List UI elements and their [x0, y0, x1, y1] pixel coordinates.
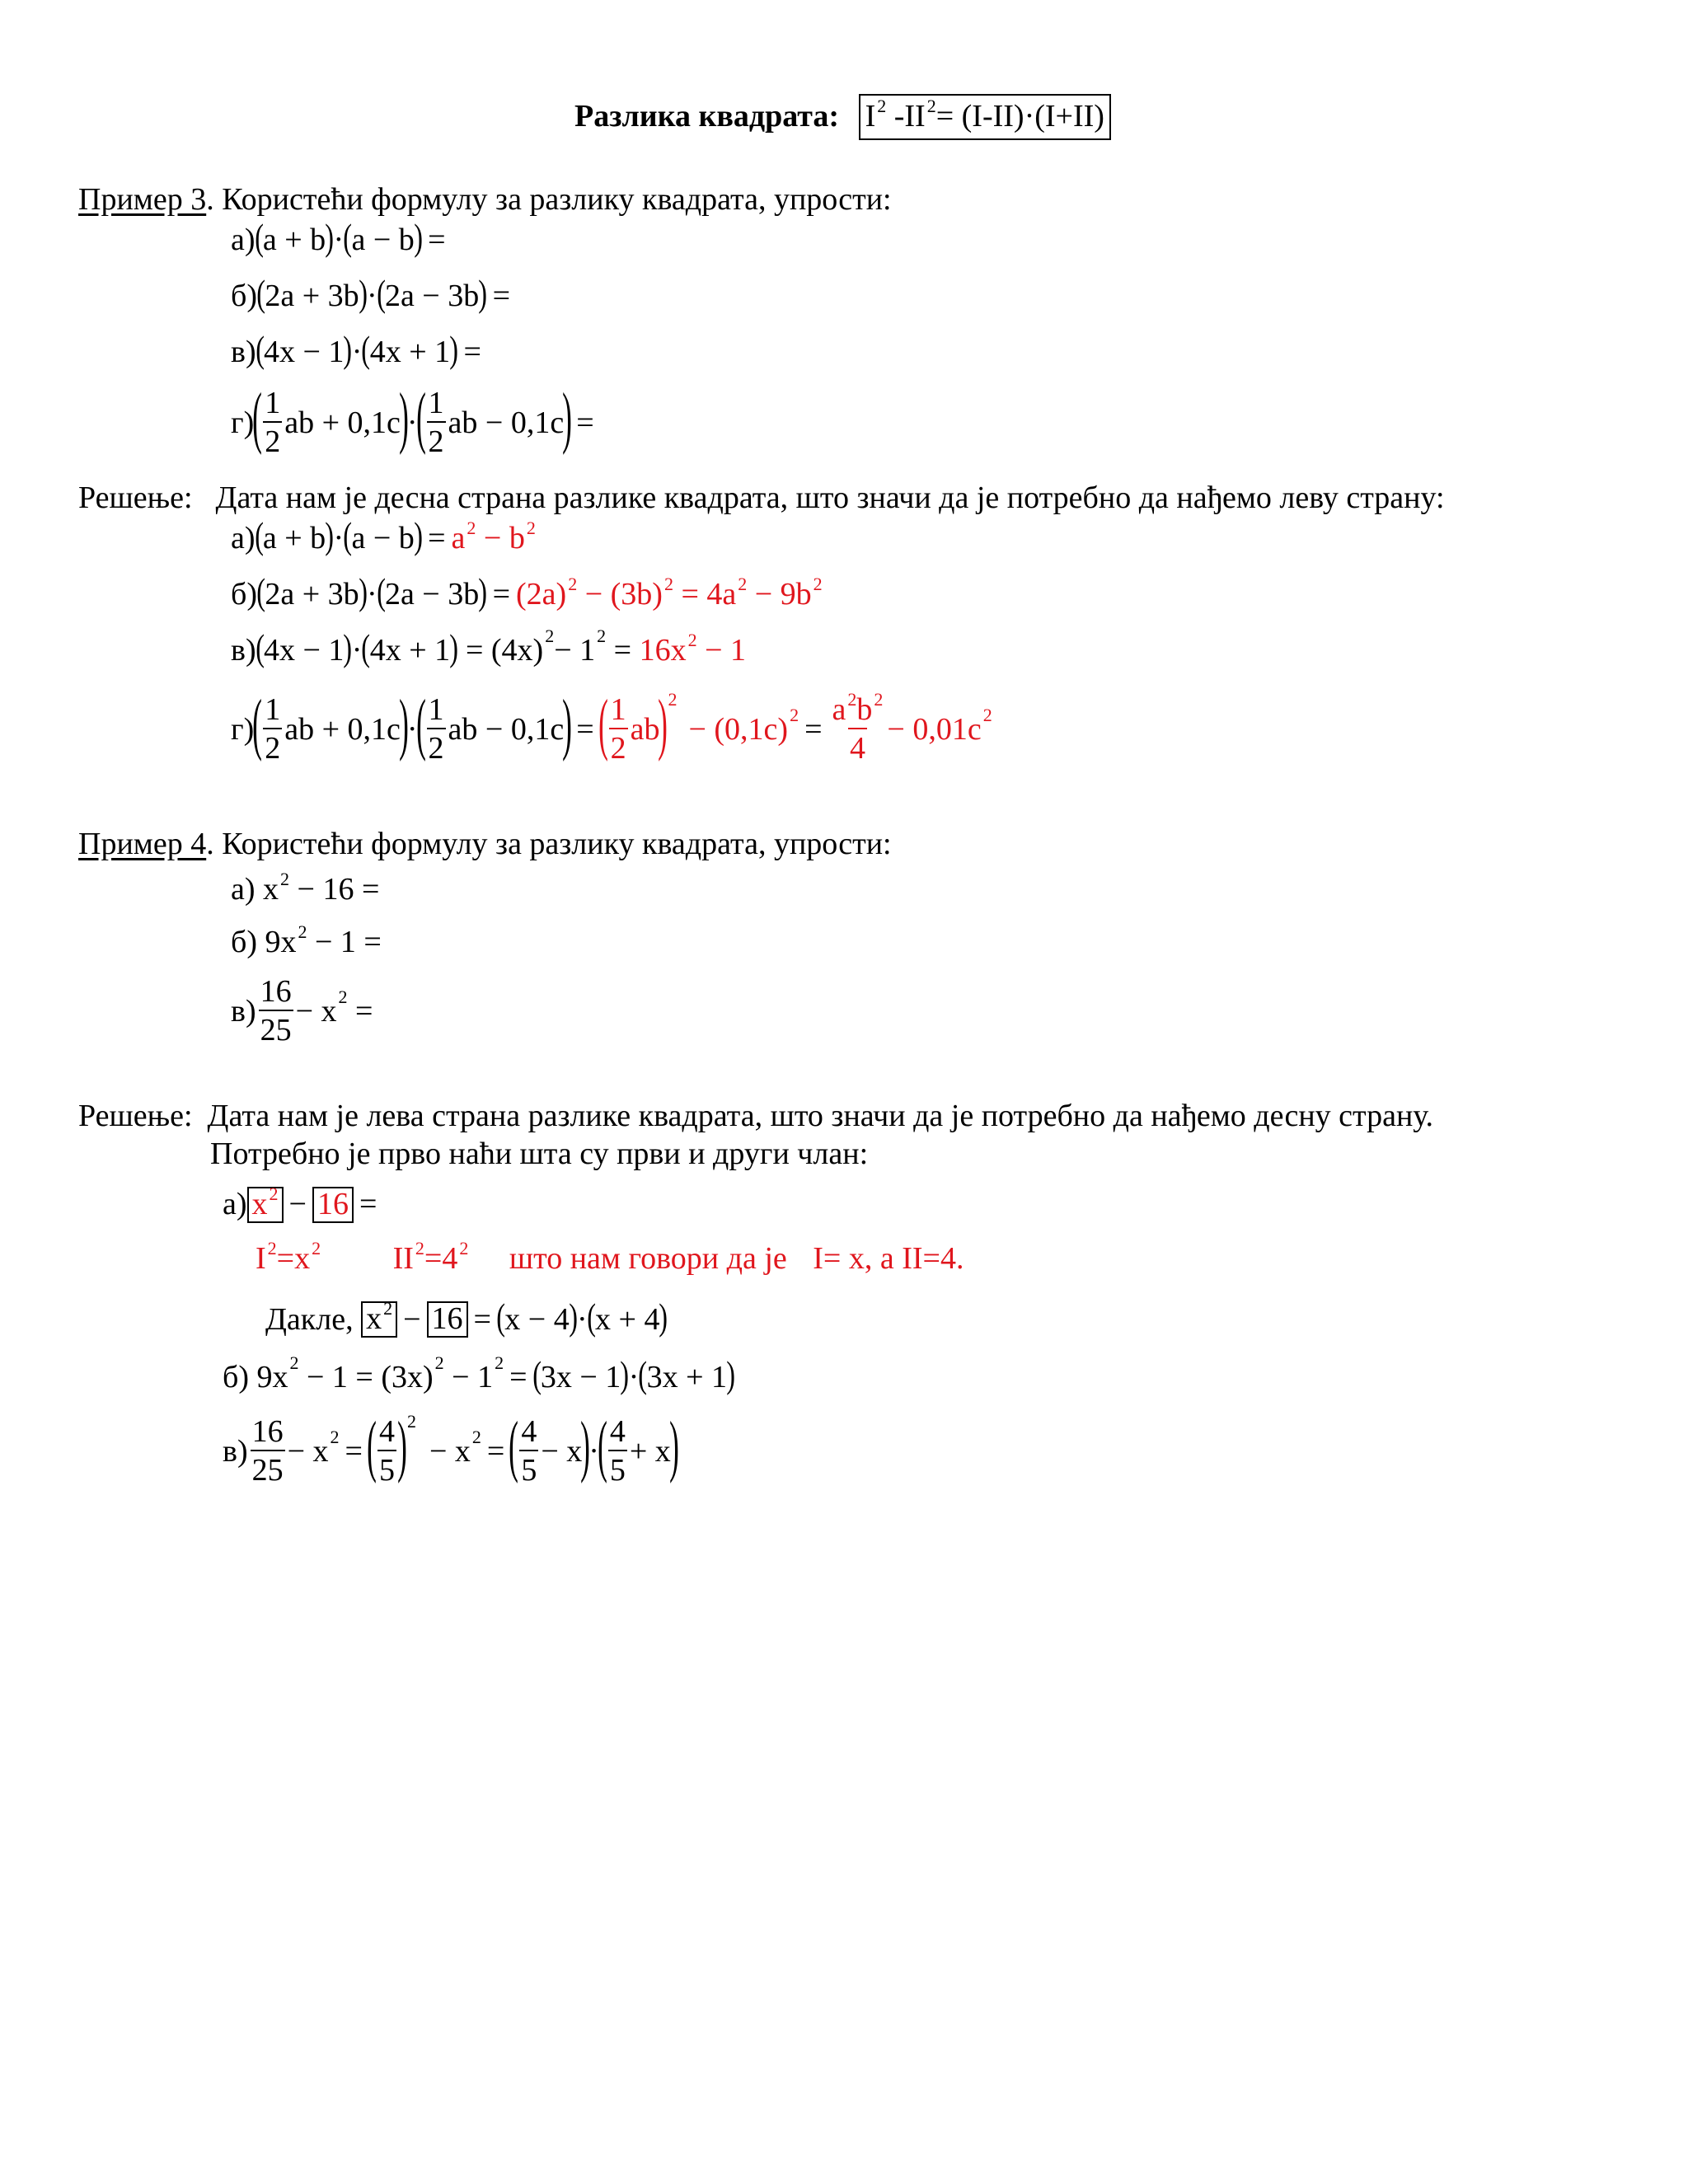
sol4-b: б) 9x $^2$ − 1 = (3x) $^2$ − 1 $^2$ = ( 3x − 1 ) · ( 3x + 1 ) — [223, 1352, 736, 1395]
sol3-b: б) ( 2a + 3b ) · ( 2a − 3b ) = $(2a)^2 - (3b)^2 = 4a^2 - 9b^2$ — [231, 570, 823, 612]
ex3-a: а) ( a + b ) · ( a − b ) = — [231, 216, 446, 258]
sol3-g: г) ( $\frac{1}{2}$ ab + 0,1c ) · ( $\frac{1}{2}$ ab − 0,1c ) = ( $\frac{1}{2}$ ab ) $^2$ − (0,1c) $^2$ = $\frac{a^2b^2}{4}$ − 0,01c $^2$ — [231, 685, 992, 766]
example-3-heading: Пример 3. Користећи формулу за разлику квадрата, упрости: — [78, 182, 892, 217]
solution-4-subtext: Потребно је прво наћи шта су први и други члан: — [210, 1137, 869, 1171]
solution-4-heading: Решење: Дата нам је лева страна разлике квадрата, што значи да је потребно да нађемо десну страну. — [78, 1099, 1433, 1133]
sol4-a: а) $x^2 - 16$ = — [223, 1183, 377, 1221]
boxed-term-2: 16 — [427, 1301, 468, 1338]
boxed-term-1: $x^2$ — [361, 1301, 397, 1338]
page-title — [574, 94, 1111, 140]
ex3-b: б) ( 2a + 3b ) · ( 2a − 3b ) = — [231, 272, 510, 314]
formula-box: $I^2$ $-II^2= (I-II)\cdot(I+II)$ — [859, 94, 1111, 140]
sol3-v: в) ( 4x − 1 ) · ( 4x + 1 ) = (4x) $^2$ − 1 $^2$ = $16x^2 - 1$ — [231, 626, 747, 668]
sol4-v: в) $\frac{16}{25}$ − x $^2$ = ( $\frac{4}{5}$ ) $^2$ − x $^2$ = ( $\frac{4}{5}$ − x ) · ( $\frac{4}{5}$ + x ) — [223, 1407, 679, 1488]
ex4-b: б) $9x^2 - 1$ = — [231, 921, 382, 959]
sol4-dakle: Дакле, $x^2$ − 16 = ( x − 4 ) · ( x + 4 ) — [265, 1296, 668, 1338]
title-text: Разлика квадрата: — [574, 99, 840, 134]
boxed-term-2: 16 — [312, 1187, 354, 1223]
ex4-v: в) $\frac{16}{25}$ − x $^2$ = — [231, 974, 373, 1047]
ex3-g: г) ( $\frac{1}{2}$ ab + 0,1c ) · ( $\frac{1}{2}$ ab − 0,1c ) = — [231, 378, 594, 459]
sol3-a: а) ( a + b ) · ( a − b ) = $a^2 - b^2$ — [231, 514, 536, 556]
sol4-identification: $I^2=x^2$ $II^2=4^2$ што нам говори да је I= x, а II=4. — [256, 1238, 964, 1276]
ex3-v: в) ( 4x − 1 ) · ( 4x + 1 ) = — [231, 328, 481, 370]
solution-3-heading: Решење: Дата нам је десна страна разлике квадрата, што значи да је потребно да нађемо леву страну: — [78, 480, 1445, 515]
boxed-term-1: $x^2$ — [247, 1187, 284, 1223]
example-4-heading: Пример 4. Користећи формулу за разлику квадрата, упрости: — [78, 827, 892, 861]
ex4-a: а) $x^2 - 16$ = — [231, 869, 380, 907]
